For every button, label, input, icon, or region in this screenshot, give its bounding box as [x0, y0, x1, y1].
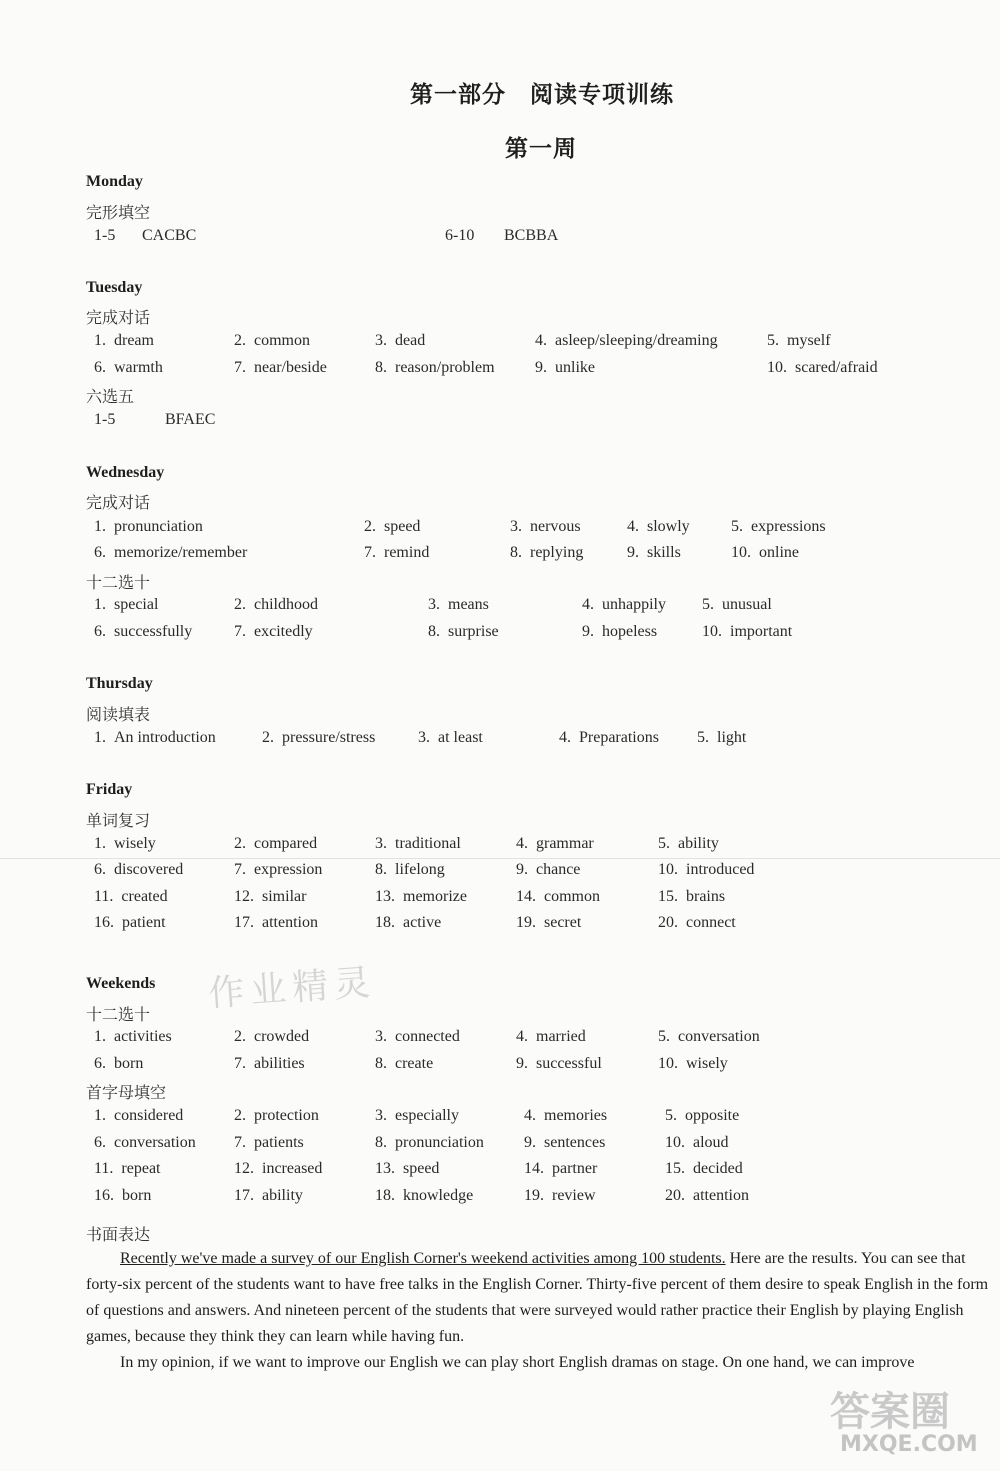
essay — [86, 1246, 1000, 1376]
item-word: pronunciation — [395, 1134, 484, 1151]
item-number: 7. — [234, 359, 246, 376]
thursday-section-table: 阅读填表 — [86, 707, 151, 724]
wednesday-twelve-answer-2 — [234, 596, 318, 614]
item-word: considered — [114, 1107, 184, 1124]
friday-review-answer-18 — [375, 914, 441, 932]
friday-review-answer-2 — [234, 835, 317, 853]
thursday-table-answer-3 — [418, 729, 483, 747]
item-word: activities — [114, 1028, 172, 1045]
tuesday-dialogue-answer-9 — [535, 359, 595, 377]
weekends-initial-answer-3 — [375, 1107, 459, 1125]
item-number: 19. — [524, 1187, 544, 1204]
tuesday-answers: BFAEC — [165, 411, 216, 428]
item-number: 10. — [665, 1134, 685, 1151]
item-word: created — [121, 888, 168, 905]
item-number: 1. — [94, 729, 106, 746]
friday-review-answer-13 — [375, 888, 467, 906]
item-number: 9. — [535, 359, 547, 376]
item-word: active — [403, 914, 442, 931]
item-word: introduced — [686, 861, 755, 878]
item-number: 12. — [234, 1160, 254, 1177]
weekends-initial-answer-20 — [665, 1187, 749, 1205]
tuesday-dialogue-answer-1 — [94, 332, 154, 350]
friday-review-answer-19 — [516, 914, 581, 932]
wednesday-twelve-answer-6 — [94, 623, 192, 641]
item-word: expressions — [751, 518, 826, 535]
tuesday-dialogue-answer-6 — [94, 359, 163, 377]
item-word: An introduction — [114, 729, 216, 746]
watermark-url: MXQE.COM — [840, 1432, 978, 1457]
monday-answers-2: BCBBA — [504, 227, 559, 244]
weekends-initial-answer-11 — [94, 1160, 160, 1178]
item-word: create — [395, 1055, 434, 1072]
weekends-twelve-answer-3 — [375, 1028, 460, 1046]
tuesday-dialogue-answer-7 — [234, 359, 327, 377]
item-word: pressure/stress — [282, 729, 376, 746]
item-number: 8. — [428, 623, 440, 640]
wednesday-dialogue-answer-6 — [94, 544, 247, 562]
friday-review-answer-3 — [375, 835, 461, 853]
weekends-initial-answer-12 — [234, 1160, 322, 1178]
item-number: 10. — [658, 861, 678, 878]
weekends-section-twelve-choose-ten: 十二选十 — [86, 1007, 151, 1024]
item-word: light — [717, 729, 747, 746]
item-number: 10. — [658, 1055, 678, 1072]
item-number: 2. — [262, 729, 274, 746]
item-word: similar — [262, 888, 307, 905]
item-word: attention — [262, 914, 318, 931]
wednesday-dialogue-answer-8 — [510, 544, 583, 562]
wednesday-twelve-answer-9 — [582, 623, 657, 641]
item-word: excitedly — [254, 623, 313, 640]
item-word: successful — [536, 1055, 602, 1072]
item-word: patients — [254, 1134, 304, 1151]
item-word: traditional — [395, 835, 461, 852]
item-word: partner — [552, 1160, 598, 1177]
weekends-twelve-answer-9 — [516, 1055, 602, 1073]
item-word: born — [114, 1055, 144, 1072]
item-number: 7. — [234, 861, 246, 878]
weekends-initial-answer-5 — [665, 1107, 739, 1125]
friday-review-answer-14 — [516, 888, 600, 906]
friday-review-answer-4 — [516, 835, 594, 853]
item-number: 2. — [234, 835, 246, 852]
friday-review-answer-10 — [658, 861, 754, 879]
weekends-initial-answer-9 — [524, 1134, 605, 1152]
item-number: 1. — [94, 835, 106, 852]
wednesday-dialogue-answer-10 — [731, 544, 799, 562]
item-word: warmth — [114, 359, 163, 376]
weekends-twelve-answer-5 — [658, 1028, 760, 1046]
item-number: 14. — [524, 1160, 544, 1177]
tuesday-dialogue-answer-4 — [535, 332, 718, 350]
wednesday-twelve-answer-7 — [234, 623, 313, 641]
item-number: 9. — [516, 1055, 528, 1072]
item-word: reason/problem — [395, 359, 495, 376]
wednesday-twelve-answer-5 — [702, 596, 772, 614]
friday-review-answer-8 — [375, 861, 445, 879]
friday-heading: Friday — [86, 781, 133, 798]
item-word: repeat — [121, 1160, 161, 1177]
item-number: 5. — [767, 332, 779, 349]
item-word: compared — [254, 835, 318, 852]
item-word: common — [254, 332, 310, 349]
item-number: 4. — [535, 332, 547, 349]
item-word: secret — [544, 914, 582, 931]
wednesday-dialogue-answer-5 — [731, 518, 826, 536]
item-word: patient — [122, 914, 166, 931]
item-word: memories — [544, 1107, 608, 1124]
item-number: 5. — [658, 835, 670, 852]
item-word: married — [536, 1028, 586, 1045]
essay-paragraph-1-rest: Here are the results. You can see that forty-six percent of the students want to have free talks in the English Corner. Thirty-five percent of them desire to speak English in the form of questions and answers. And nineteen percent of the students that were surveyed would rather practice their English by playing English games, because they think they can learn while having fun. — [86, 1250, 989, 1345]
weekends-twelve-answer-10 — [658, 1055, 728, 1073]
item-word: means — [448, 596, 489, 613]
item-word: childhood — [254, 596, 318, 613]
item-word: hopeless — [602, 623, 658, 640]
item-word: surprise — [448, 623, 499, 640]
item-number: 5. — [658, 1028, 670, 1045]
item-word: remind — [384, 544, 430, 561]
item-number: 5. — [665, 1107, 677, 1124]
item-word: skills — [647, 544, 681, 561]
item-number: 13. — [375, 888, 395, 905]
item-number: 6. — [94, 1134, 106, 1151]
tuesday-dialogue-answer-3 — [375, 332, 425, 350]
item-word: successfully — [114, 623, 193, 640]
friday-review-answer-16 — [94, 914, 166, 932]
wednesday-twelve-answer-4 — [582, 596, 666, 614]
item-number: 3. — [375, 1107, 387, 1124]
essay-underlined-sentence: Recently we've made a survey of our English Corner's weekend activities among 100 students. — [120, 1250, 726, 1267]
item-word: scared/afraid — [795, 359, 878, 376]
thursday-table-answer-4 — [559, 729, 659, 747]
weekends-initial-answer-1 — [94, 1107, 183, 1125]
item-word: decided — [693, 1160, 743, 1177]
friday-review-answer-11 — [94, 888, 168, 906]
week-title: 第一周 — [505, 136, 577, 161]
item-number: 5. — [731, 518, 743, 535]
tuesday-range: 1-5 — [94, 411, 116, 428]
item-word: conversation — [114, 1134, 196, 1151]
friday-review-answer-20 — [658, 914, 736, 932]
item-word: expression — [254, 861, 323, 878]
tuesday-dialogue-answer-5 — [767, 332, 831, 350]
item-word: especially — [395, 1107, 459, 1124]
item-number: 9. — [516, 861, 528, 878]
item-word: ability — [678, 835, 719, 852]
essay-paragraph-2: In my opinion, if we want to improve our English we can play short English dramas on stage. On one hand, we can improve — [120, 1354, 915, 1371]
item-word: memorize/remember — [114, 544, 248, 561]
item-number: 1. — [94, 1028, 106, 1045]
item-number: 9. — [524, 1134, 536, 1151]
item-word: at least — [438, 729, 483, 746]
item-word: born — [122, 1187, 152, 1204]
weekends-twelve-answer-7 — [234, 1055, 305, 1073]
item-word: wisely — [686, 1055, 728, 1072]
tuesday-dialogue-answer-8 — [375, 359, 495, 377]
item-number: 4. — [516, 835, 528, 852]
item-word: nervous — [530, 518, 581, 535]
item-number: 2. — [364, 518, 376, 535]
item-number: 4. — [559, 729, 571, 746]
item-word: myself — [787, 332, 831, 349]
item-number: 20. — [658, 914, 678, 931]
item-word: unhappily — [602, 596, 666, 613]
item-word: memorize — [403, 888, 467, 905]
item-number: 9. — [582, 623, 594, 640]
item-number: 8. — [375, 1055, 387, 1072]
item-number: 8. — [375, 1134, 387, 1151]
weekends-initial-answer-14 — [524, 1160, 597, 1178]
item-word: replying — [530, 544, 584, 561]
item-word: protection — [254, 1107, 319, 1124]
item-number: 5. — [697, 729, 709, 746]
weekends-heading: Weekends — [86, 975, 156, 992]
item-number: 6. — [94, 544, 106, 561]
item-number: 2. — [234, 1107, 246, 1124]
weekends-initial-answer-19 — [524, 1187, 596, 1205]
item-number: 4. — [516, 1028, 528, 1045]
item-number: 7. — [364, 544, 376, 561]
item-number: 3. — [418, 729, 430, 746]
item-number: 20. — [665, 1187, 685, 1204]
wednesday-dialogue-answer-7 — [364, 544, 429, 562]
weekends-twelve-answer-6 — [94, 1055, 143, 1073]
wednesday-dialogue-answer-4 — [627, 518, 690, 536]
item-number: 7. — [234, 1055, 246, 1072]
item-number: 2. — [234, 1028, 246, 1045]
friday-review-answer-5 — [658, 835, 719, 853]
part-title: 第一部分 阅读专项训练 — [410, 82, 674, 107]
friday-review-answer-15 — [658, 888, 725, 906]
item-number: 14. — [516, 888, 536, 905]
item-word: connect — [686, 914, 736, 931]
item-number: 3. — [375, 835, 387, 852]
item-word: review — [552, 1187, 596, 1204]
weekends-initial-answer-6 — [94, 1134, 196, 1152]
item-word: pronunciation — [114, 518, 203, 535]
item-word: conversation — [678, 1028, 760, 1045]
item-word: increased — [262, 1160, 323, 1177]
tuesday-dialogue-answer-10 — [767, 359, 878, 377]
weekends-twelve-answer-1 — [94, 1028, 172, 1046]
weekends-twelve-answer-8 — [375, 1055, 433, 1073]
friday-review-answer-1 — [94, 835, 156, 853]
item-number: 4. — [582, 596, 594, 613]
item-number: 3. — [428, 596, 440, 613]
item-word: chance — [536, 861, 581, 878]
wednesday-heading: Wednesday — [86, 464, 165, 481]
wednesday-section-twelve-choose-ten: 十二选十 — [86, 575, 151, 592]
tuesday-dialogue-answer-2 — [234, 332, 310, 350]
item-number: 8. — [510, 544, 522, 561]
item-word: common — [544, 888, 600, 905]
scan-line — [0, 858, 1000, 859]
friday-review-answer-12 — [234, 888, 306, 906]
monday-heading: Monday — [86, 173, 143, 190]
weekends-initial-answer-10 — [665, 1134, 729, 1152]
friday-review-answer-6 — [94, 861, 183, 879]
item-word: abilities — [254, 1055, 305, 1072]
item-number: 13. — [375, 1160, 395, 1177]
tuesday-heading: Tuesday — [86, 279, 143, 296]
friday-section-word-review: 单词复习 — [86, 813, 151, 830]
weekends-initial-answer-8 — [375, 1134, 484, 1152]
item-number: 7. — [234, 1134, 246, 1151]
weekends-twelve-answer-4 — [516, 1028, 586, 1046]
thursday-table-answer-2 — [262, 729, 375, 747]
item-number: 1. — [94, 596, 106, 613]
wednesday-section-dialogue: 完成对话 — [86, 495, 151, 512]
item-number: 18. — [375, 914, 395, 931]
wednesday-dialogue-answer-1 — [94, 518, 203, 536]
item-number: 17. — [234, 914, 254, 931]
item-number: 8. — [375, 359, 387, 376]
item-word: dead — [395, 332, 426, 349]
item-number: 18. — [375, 1187, 395, 1204]
watermark-mid: 作业精灵 — [206, 962, 378, 1015]
weekends-initial-answer-4 — [524, 1107, 607, 1125]
weekends-section-initial-letter: 首字母填空 — [86, 1085, 167, 1102]
item-word: lifelong — [395, 861, 445, 878]
item-word: speed — [384, 518, 421, 535]
item-word: dream — [114, 332, 154, 349]
thursday-table-answer-1 — [94, 729, 216, 747]
item-word: discovered — [114, 861, 184, 878]
item-number: 2. — [234, 332, 246, 349]
thursday-heading: Thursday — [86, 675, 153, 692]
weekends-initial-answer-15 — [665, 1160, 743, 1178]
weekends-twelve-answer-2 — [234, 1028, 309, 1046]
wednesday-twelve-answer-8 — [428, 623, 499, 641]
item-word: aloud — [693, 1134, 729, 1151]
tuesday-section-dialogue: 完成对话 — [86, 310, 151, 327]
monday-range-2: 6-10 — [445, 227, 475, 244]
item-word: attention — [693, 1187, 749, 1204]
item-number: 3. — [375, 332, 387, 349]
item-number: 6. — [94, 359, 106, 376]
wednesday-dialogue-answer-3 — [510, 518, 581, 536]
item-number: 16. — [94, 1187, 114, 1204]
item-number: 1. — [94, 518, 106, 535]
item-word: grammar — [536, 835, 594, 852]
item-word: asleep/sleeping/dreaming — [555, 332, 718, 349]
item-number: 15. — [665, 1160, 685, 1177]
item-number: 12. — [234, 888, 254, 905]
item-number: 1. — [94, 332, 106, 349]
item-word: wisely — [114, 835, 156, 852]
wednesday-twelve-answer-1 — [94, 596, 158, 614]
item-word: connected — [395, 1028, 460, 1045]
weekends-initial-answer-2 — [234, 1107, 319, 1125]
item-number: 10. — [702, 623, 722, 640]
item-number: 1. — [94, 1107, 106, 1124]
item-number: 15. — [658, 888, 678, 905]
item-number: 6. — [94, 623, 106, 640]
item-word: special — [114, 596, 159, 613]
monday-range-1: 1-5 — [94, 227, 116, 244]
item-number: 7. — [234, 623, 246, 640]
item-number: 16. — [94, 914, 114, 931]
item-number: 4. — [524, 1107, 536, 1124]
item-number: 17. — [234, 1187, 254, 1204]
item-number: 4. — [627, 518, 639, 535]
weekends-initial-answer-7 — [234, 1134, 304, 1152]
item-number: 19. — [516, 914, 536, 931]
item-number: 2. — [234, 596, 246, 613]
item-word: ability — [262, 1187, 303, 1204]
weekends-initial-answer-13 — [375, 1160, 439, 1178]
wednesday-twelve-answer-10 — [702, 623, 792, 641]
item-word: online — [759, 544, 799, 561]
friday-review-answer-9 — [516, 861, 580, 879]
item-number: 9. — [627, 544, 639, 561]
monday-section-cloze: 完形填空 — [86, 205, 151, 222]
item-word: unlike — [555, 359, 595, 376]
wednesday-dialogue-answer-2 — [364, 518, 420, 536]
essay-paragraph-1 — [86, 1246, 1000, 1350]
item-number: 5. — [702, 596, 714, 613]
friday-review-answer-17 — [234, 914, 318, 932]
item-number: 3. — [510, 518, 522, 535]
monday-answers-1: CACBC — [142, 227, 197, 244]
item-number: 10. — [767, 359, 787, 376]
item-word: important — [730, 623, 793, 640]
friday-review-answer-7 — [234, 861, 322, 879]
item-word: slowly — [647, 518, 690, 535]
item-number: 6. — [94, 1055, 106, 1072]
item-word: speed — [403, 1160, 440, 1177]
item-word: unusual — [722, 596, 772, 613]
thursday-table-answer-5 — [697, 729, 746, 747]
watermark-logo: 答案圈 — [830, 1389, 950, 1435]
weekends-initial-answer-16 — [94, 1187, 151, 1205]
tuesday-section-six-choose-five: 六选五 — [86, 389, 135, 406]
item-word: sentences — [544, 1134, 606, 1151]
item-word: near/beside — [254, 359, 327, 376]
item-word: opposite — [685, 1107, 740, 1124]
item-number: 6. — [94, 861, 106, 878]
wednesday-twelve-answer-3 — [428, 596, 489, 614]
item-word: brains — [686, 888, 726, 905]
item-number: 10. — [731, 544, 751, 561]
weekends-initial-answer-18 — [375, 1187, 473, 1205]
item-word: Preparations — [579, 729, 659, 746]
item-word: knowledge — [403, 1187, 474, 1204]
item-number: 8. — [375, 861, 387, 878]
wednesday-dialogue-answer-9 — [627, 544, 681, 562]
item-number: 11. — [94, 1160, 114, 1177]
item-number: 11. — [94, 888, 114, 905]
item-number: 3. — [375, 1028, 387, 1045]
item-word: crowded — [254, 1028, 310, 1045]
weekends-section-writing: 书面表达 — [86, 1227, 151, 1244]
weekends-initial-answer-17 — [234, 1187, 303, 1205]
